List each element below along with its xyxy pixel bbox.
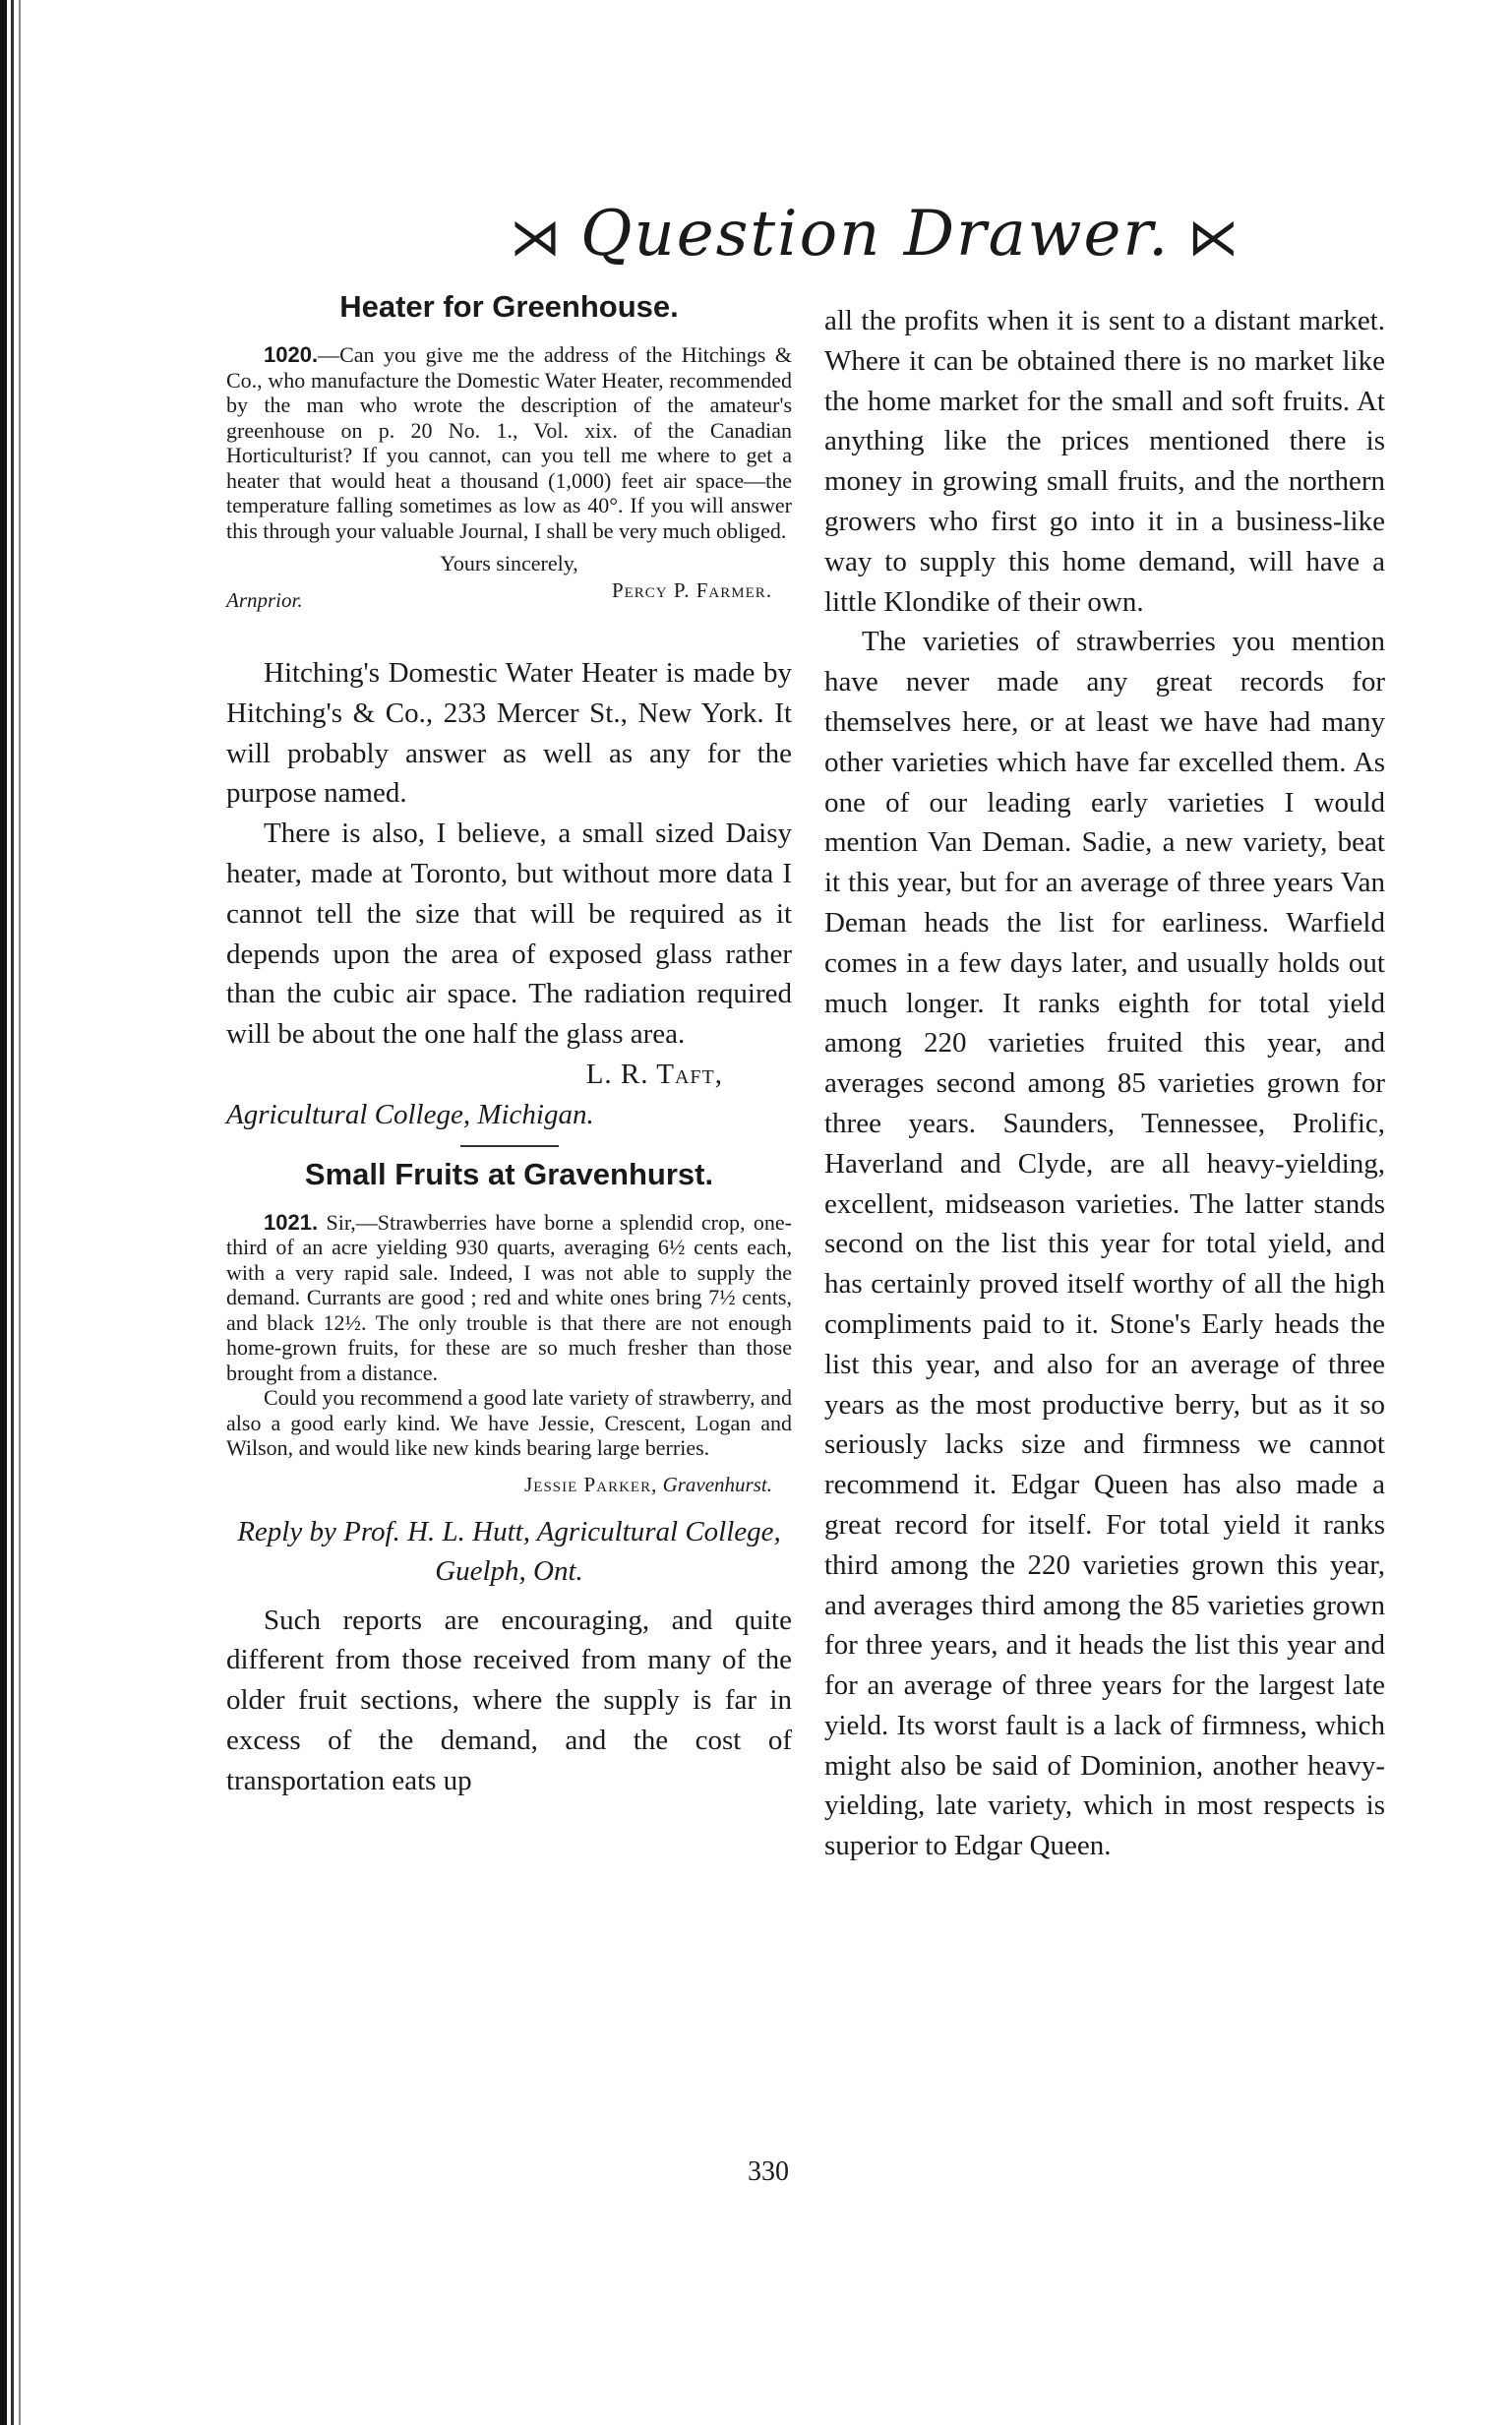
heading-heater-for-greenhouse: Heater for Greenhouse.	[339, 289, 679, 324]
section-divider	[460, 1145, 559, 1147]
reply-paragraph-2: The varieties of strawberries you mention have never made any great records for themselves here, or at least we have had many other varieties which have far excelled them. As one of our leading early varieties I would mention Van Deman. Sadie, a new variety, beat it this year, but for an average of three years Van Deman heads the list for earliness. Warfield comes in a few days later, and usually holds out much longer. It ranks eighth for total yield among 220 varieties fruited this year, and averages second among 85 varieties grown for three years. Saunders, Tennessee, Prolific, Haverland and Clyde, are all heavy-yielding, excellent, midseason varieties. The latter stands second on the list this year for total yield, and has certainly proved itself worthy of all the high compliments paid to it. Stone's Early heads the list this year, and also for an average of three years as the most productive berry, but as it so seriously lacks size and firmness we cannot recommend it. Edgar Queen has also made a great record for itself. For total yield it ranks third among the 220 varieties grown this year, and averages third among the 85 varieties grown for three years, and it heads the list this year and for an average of three years for the largest late yield. Its worst fault is a lack of firmness, which might also be said of Dominion, another heavy-yielding, late variety, which in most respects is superior to Edgar Queen.	[824, 626, 1385, 1862]
signature-row-1020	[226, 576, 792, 614]
left-column	[226, 285, 792, 1801]
signature-row-1021	[226, 1471, 792, 1498]
heading-small-fruits-at-gravenhurst: Small Fruits at Gravenhurst.	[304, 1156, 714, 1191]
answer-1020-affiliation: Agricultural College, Michigan.	[226, 1098, 594, 1130]
question-1021-paragraph-1	[226, 1210, 792, 1386]
question-number-1020: 1020.	[264, 342, 319, 367]
reply-paragraph-1-part-1: Such reports are encouraging, and quite different from those received from many of the older fruit sections, where the supply is far in excess of the demand, and the cost of transportation eats up	[226, 1604, 792, 1796]
question-1021-paragraph-2: Could you recommend a good late variety of strawberry, and also a good early kind. We have Jessie, Crescent, Logan and Wilson, and would like new kinds bearing large berries.	[226, 1385, 792, 1461]
question-1020	[226, 342, 792, 543]
section-title	[492, 195, 1241, 277]
letter-author: Percy P. Farmer.	[611, 578, 772, 602]
letter-closing: Yours sincerely,	[440, 551, 578, 576]
reply-paragraph-1-part-2: all the profits when it is sent to a distant market. Where it can be obtained there is no market like the home market for the small and soft fruits. At anything like the prices mentioned there is money in growing small fruits, and the northern growers who first go into it in a business-like way to supply this home demand, will have a little Klondike of their own.	[824, 305, 1385, 618]
question-1021-author-place: Gravenhurst.	[662, 1472, 772, 1496]
page-number: 330	[748, 2156, 789, 2187]
question-number-1021: 1021.	[264, 1209, 319, 1235]
question-1021-text: Sir,—Strawberries have borne a splendid crop, one-third of an acre yielding 930 quarts, averaging 6½ cents each, with a very rapid sale. Indeed, I was not able to supply the demand. Currants are good ; red and white ones bring 7½ cents, and black 12½. The only trouble is that there are not enough home-grown fruits, for these are so much fresher than those brought from a distance.	[226, 1209, 792, 1385]
answer-1020-paragraph-2: There is also, I believe, a small sized Daisy heater, made at Toronto, but without more data I cannot tell the size that will be required as it depends upon the area of exposed glass rather than the cubic air space. The radiation required will be about the one half the glass area.	[226, 818, 792, 1051]
ornament-left: ⋊	[510, 209, 563, 268]
answer-1020-paragraph-1: Hitching's Domestic Water Heater is made by Hitching's & Co., 233 Mercer St., New York. It will probably answer as well as any for the purpose named.	[226, 657, 792, 810]
section-title-text: Question Drawer.	[580, 198, 1171, 271]
page-binding-edge	[0, 0, 33, 2425]
question-1021-author: Jessie Parker,	[524, 1472, 658, 1496]
letter-place: Arnprior.	[226, 588, 303, 612]
question-1020-text: —Can you give me the address of the Hitchings & Co., who manufacture the Domestic Water Heater, recommended by the man who wrote the description of the amateur's greenhouse on p. 20 No. 1., Vol. xix. of the Canadian Horticulturist? If you cannot, can you tell me where to get a heater that would heat a thousand (1,000) feet air space—the temperature falling sometimes as low as 40°. If you will answer this through your valuable Journal, I shall be very much obliged.	[226, 342, 792, 543]
right-column	[824, 301, 1385, 1866]
reply-heading: Reply by Prof. H. L. Hutt, Agricultural College, Guelph, Ont.	[237, 1515, 781, 1587]
answer-1020-author: L. R. Taft,	[585, 1058, 723, 1090]
ornament-right: ⋉	[1187, 209, 1241, 268]
